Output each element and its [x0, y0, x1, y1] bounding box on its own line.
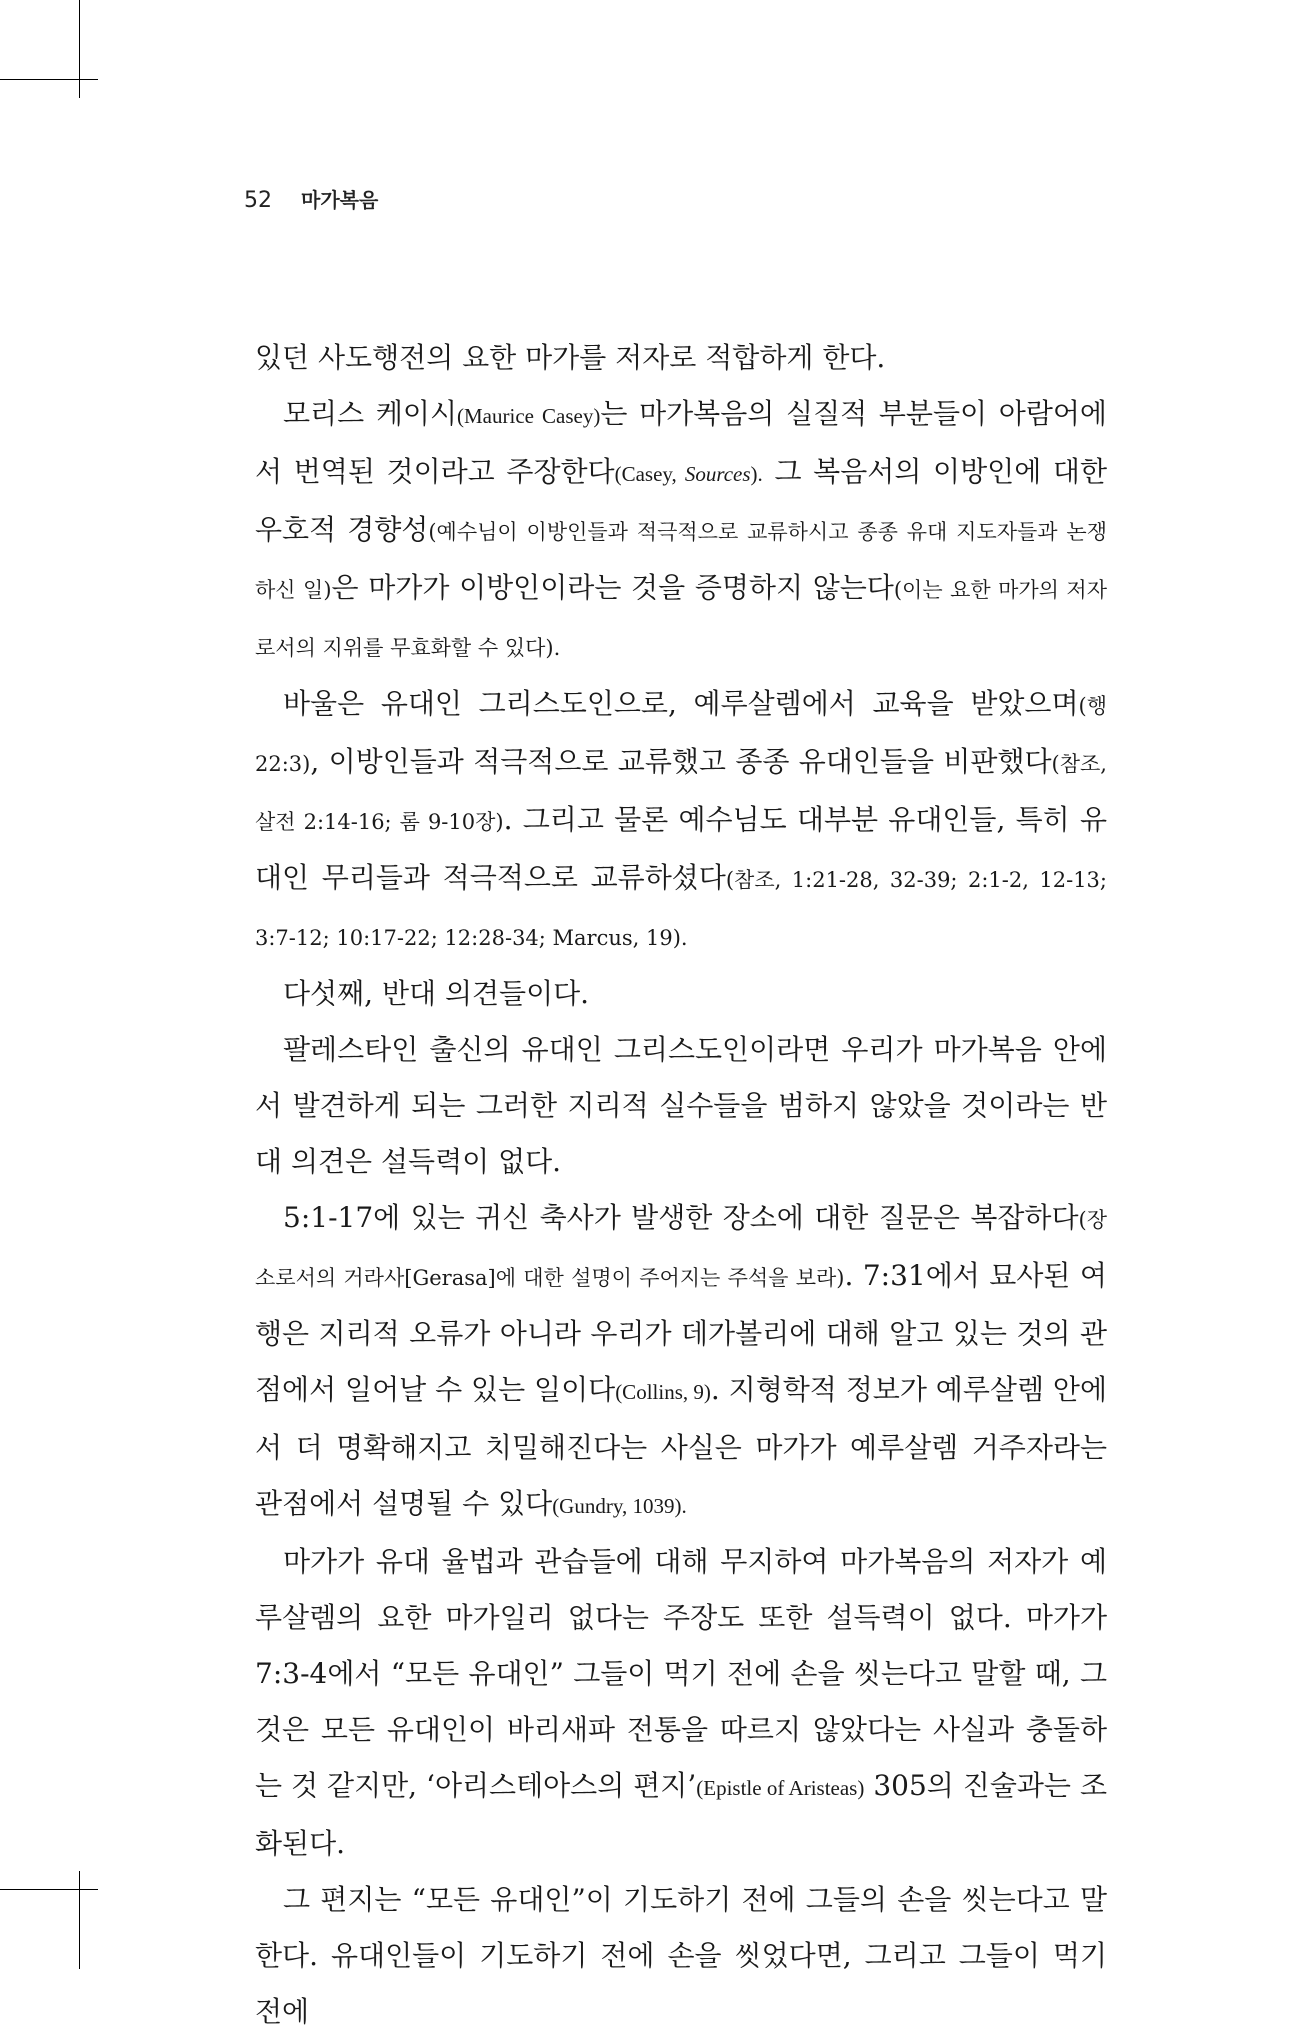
paragraph-text: 은 마가가 이방인이라는 것을 증명하지 않는다	[331, 571, 894, 604]
paragraph	[255, 1022, 1107, 1190]
citation-text: (Epistle of Aristeas)	[696, 1776, 865, 1800]
running-header	[244, 184, 378, 213]
citation-text: ).	[750, 462, 763, 486]
paragraph	[255, 676, 1107, 966]
paragraph-text: 그 편지는 “모든 유대인”이 기도하기 전에 그들의 손을 씻는다고 말한다. 유대인들이 기도하기 전에 손을 씻었다면, 그리고 그들이 먹기 전에	[255, 1883, 1107, 2028]
citation-text: (행 22:3)	[255, 694, 1107, 776]
paragraph-text: 5:1-17에 있는 귀신 축사가 발생한 장소에 대한 질문은 복잡하다	[283, 1201, 1079, 1234]
paragraph	[255, 386, 1107, 676]
paragraph-text: 마가가 유대 율법과 관습들에 대해 무지하여 마가복음의 저자가 예루살렘의 요한 마가일리 없다는 주장도 또한 설득력이 없다. 마가가 7:3-4에서 “모든 유대인” 그들이 먹기 전에 손을 씻는다고 말할 때, 그것은 모든 유대인이 바리새파 전통을 따르지 않았다는 사실과 충돌하는 것 같지만, ‘아리스테아스의 편지’	[255, 1545, 1107, 1802]
book-title: 마가복음	[301, 188, 379, 212]
crop-mark-top-left-vertical	[79, 0, 80, 98]
paragraph-text: , 이방인들과 적극적으로 교류했고 종종 유대인들을 비판했다	[310, 745, 1052, 778]
page-number: 52	[244, 188, 272, 213]
citation-text: (예수님이 이방인들과 적극적으로 교류하시고 종종 유대 지도자들과 논쟁하신 일)	[255, 520, 1107, 602]
citation-text: (Gundry, 1039).	[552, 1494, 687, 1518]
body-text	[255, 330, 1107, 2040]
crop-mark-bottom-left-horizontal	[0, 1889, 98, 1890]
citation-text: (이는 요한 마가의 저자로서의 지위를 무효화할 수 있다).	[255, 578, 1108, 660]
paragraph	[255, 1534, 1107, 1872]
paragraph-text: . 지형학적 정보가 예루살렘 안에서 더 명확해지고 치밀해진다는 사실은 마가가 예루살렘 거주자라는 관점에서 설명될 수 있다	[255, 1373, 1107, 1520]
paragraph-text: 다섯째, 반대 의견들이다.	[283, 977, 590, 1010]
paragraph	[255, 1872, 1107, 2040]
citation-text: (Maurice Casey)	[457, 404, 601, 428]
paragraph-text: 그 복음서의 이방인에 대한 우호적 경향성	[255, 455, 1108, 546]
paragraph-text: . 7:31에서 묘사된 여행은 지리적 오류가 아니라 우리가 데가볼리에 대해 알고 있는 것의 관점에서 일어날 수 있는 일이다	[255, 1259, 1107, 1406]
paragraph	[255, 1190, 1107, 1534]
paragraph-text: 바울은 유대인 그리스도인으로, 예루살렘에서 교육을 받았으며	[283, 687, 1079, 720]
paragraph-text: 팔레스타인 출신의 유대인 그리스도인이라면 우리가 마가복음 안에서 발견하게 되는 그러한 지리적 실수들을 범하지 않았을 것이라는 반대 의견은 설득력이 없다.	[255, 1033, 1107, 1178]
paragraph-text: 는 마가복음의 실질적 부분들이 아람어에서 번역된 것이라고 주장한다	[255, 397, 1107, 488]
citation-text: (Casey,	[614, 462, 685, 486]
paragraph-text: . 그리고 물론 예수님도 대부분 유대인들, 특히 유대인 무리들과 적극적으로 교류하셨다	[255, 803, 1107, 894]
paragraph-text: 있던 사도행전의 요한 마가를 저자로 적합하게 한다.	[255, 341, 886, 374]
crop-mark-bottom-left-vertical	[79, 1871, 80, 1969]
paragraph-text: 모리스 케이시	[283, 397, 457, 430]
citation-text: (장소로서의 거라사[Gerasa]에 대한 설명이 주어지는 주석을 보라)	[255, 1208, 1107, 1290]
paragraph	[255, 966, 1107, 1022]
citation-text: (참조, 살전 2:14-16; 롬 9-10장)	[255, 752, 1107, 834]
citation-text: (참조, 1:21-28, 32-39; 2:1-2, 12-13; 3:7-12; 10:17-22; 12:28-34; Marcus, 19).	[255, 868, 1107, 950]
citation-text: (Collins, 9)	[615, 1380, 711, 1404]
citation-text: Sources	[684, 462, 751, 486]
paragraph-text: 305의 진술과는 조화된다.	[255, 1769, 1107, 1860]
paragraph	[255, 330, 1107, 386]
crop-mark-top-left-horizontal	[0, 79, 98, 80]
